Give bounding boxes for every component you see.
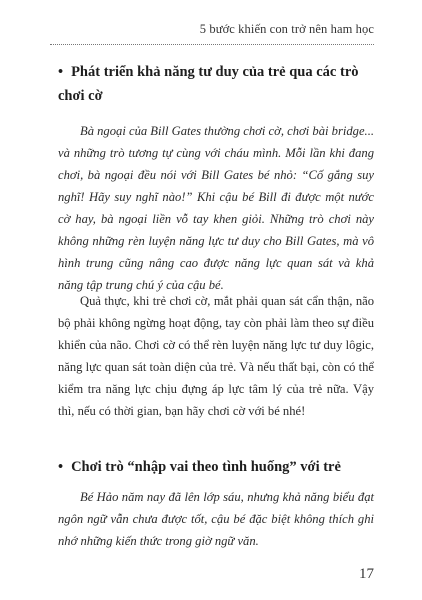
bullet-icon: • bbox=[58, 459, 64, 475]
running-header: 5 bước khiến con trở nên ham học bbox=[199, 22, 374, 36]
paragraph-chess-benefits: Quả thực, khi trẻ chơi cờ, mắt phải quan sát cẩn thận, não bộ phải không ngừng hoạt động, tay còn phải làm theo sự điều khiển của não. Chơi cờ có thể rèn luyện năng lực tư duy lôgic, năng lực quan sát toàn diện của trẻ. Và nếu thất bại, còn có thể kiểm tra năng lực chịu đựng áp lực tâm lý của trẻ nữa. Vậy thì, nếu có thời gian, bạn hãy chơi cờ với bé nhé! bbox=[58, 294, 374, 418]
paragraph-be-hao-story: Bé Hảo năm nay đã lên lớp sáu, nhưng khả năng biểu đạt ngôn ngữ vẫn chưa được tốt, cậu bé đặc biệt không thích ghi nhớ những kiến thức trong giờ ngữ văn. bbox=[58, 490, 374, 548]
bullet-icon: • bbox=[58, 64, 64, 80]
section-heading-text: Chơi trò “nhập vai theo tình huống” với trẻ bbox=[71, 459, 341, 475]
paragraph-bill-gates-story: Bà ngoại của Bill Gates thường chơi cờ, chơi bài bridge... và những trò tương tự cùng với cháu mình. Mỗi lần khi đang chơi, bà ngoại đều nói với Bill Gates bé nhỏ: “Cố gắng suy nghĩ! Hãy suy nghĩ nào!” Khi cậu bé Bill đi được một nước cờ hay, bà ngoại liền vỗ tay khen giỏi. Những trò chơi này không những rèn luyện năng lực tư duy cho Bill Gates, mà vô hình trung cũng nâng cao được năng lực quan sát và khả năng tập trung chú ý của cậu bé. bbox=[58, 124, 374, 292]
section-heading-board-games bbox=[58, 60, 378, 108]
section-heading-role-play bbox=[58, 455, 378, 479]
section-heading-text: Phát triển khả năng tư duy của trẻ qua các trò chơi cờ bbox=[58, 64, 359, 104]
page-number: 17 bbox=[359, 566, 374, 582]
header-divider bbox=[50, 44, 374, 45]
